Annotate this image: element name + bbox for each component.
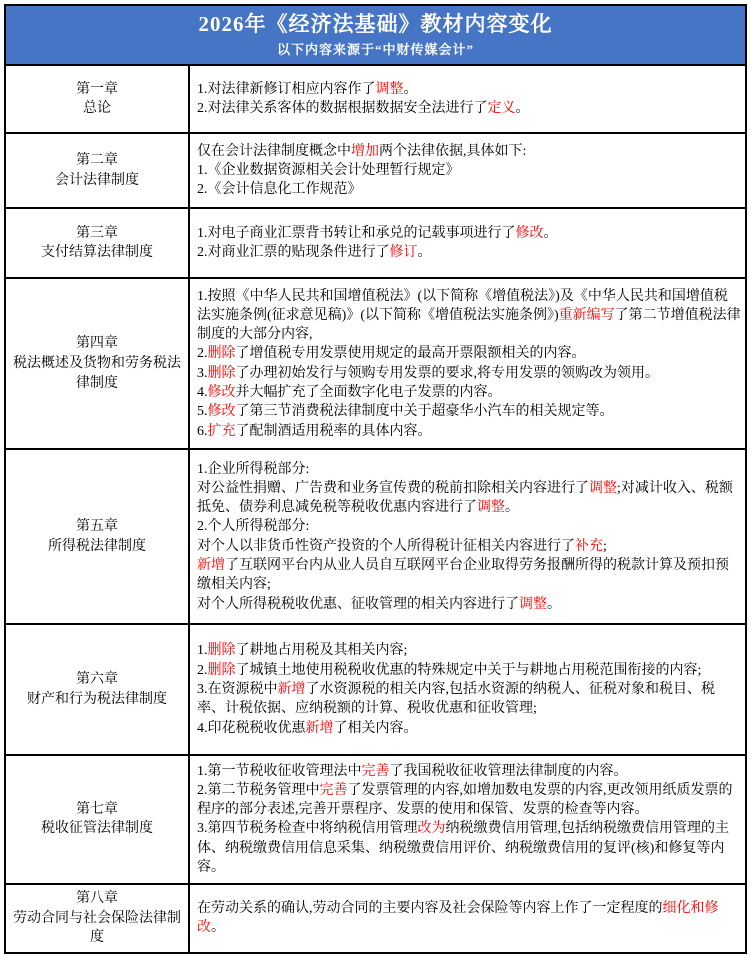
chapter-cell [6, 625, 190, 754]
content-cell [190, 625, 745, 754]
highlight-text: 新增 [277, 682, 306, 698]
plain-text: 2.第二节税务管理中 [197, 782, 320, 798]
plain-text: 。 [543, 225, 558, 241]
chapter-label: 支付结算法律制度 [41, 245, 153, 261]
plain-text: 2. [197, 662, 208, 678]
chapter-label: 第五章 [76, 519, 118, 535]
plain-text: 对个人所得税税收优惠、征收管理的相关内容进行了 [197, 596, 519, 612]
table-row [6, 207, 745, 277]
plain-text: 2.对法律关系客体的数据根据数据安全法进行了 [197, 101, 488, 117]
plain-text: 1.对法律新修订相应内容作了 [197, 81, 376, 97]
plain-text: 。 [515, 101, 530, 117]
plain-text: 了增值税专用发票使用规定的最高开票限额相关的内容。 [235, 346, 586, 362]
content-cell [190, 279, 745, 448]
content-cell [190, 885, 745, 952]
content-line [197, 224, 741, 243]
content-line [197, 819, 741, 877]
content-line [197, 762, 741, 781]
table-row [6, 883, 745, 952]
content-line [197, 402, 741, 421]
highlight-text: 修订 [389, 245, 418, 261]
content-line [197, 537, 741, 556]
content-line [197, 344, 741, 363]
plain-text: 。 [211, 920, 225, 936]
plain-text: 了水资源税的相关内容,包括水资源的纳税人、征税对象和税目、税率、计税依据、应纳税额的计算、税收优惠和征收管理; [197, 682, 715, 717]
content-line [197, 161, 741, 180]
plain-text: 并大幅扩充了全面数字化电子发票的内容。 [235, 385, 502, 401]
highlight-text: 完善 [319, 782, 348, 798]
content-line [197, 641, 741, 660]
plain-text: 了办理初始发行与领购专用发票的要求,将专用发票的领购改为领用。 [235, 365, 659, 381]
plain-text: 仅在会计法律制度概念中 [197, 143, 351, 159]
chapter-label: 劳动合同与社会保险法律制度 [13, 910, 181, 946]
content-cell [190, 66, 745, 132]
content-line [197, 595, 741, 614]
plain-text: 。 [505, 500, 519, 516]
chapter-label: 财产和行为税法律制度 [27, 691, 167, 707]
chapter-cell [6, 885, 190, 952]
content-line [197, 243, 741, 262]
plain-text: 了发票管理的内容,如增加数电发票的内容,更改领用纸质发票的程序的部分表述,完善开票程序、发票的使用和保管、发票的检查等内容。 [197, 782, 733, 818]
highlight-text: 删除 [207, 643, 236, 659]
content-cell [190, 134, 745, 207]
table-row [6, 277, 745, 448]
highlight-text: 细化和修改 [197, 901, 719, 936]
content-line [197, 517, 741, 536]
table-row [6, 448, 745, 623]
highlight-text: 删除 [207, 346, 236, 362]
content-cell [190, 209, 745, 277]
highlight-text: 调整 [477, 500, 505, 516]
table-row [6, 623, 745, 754]
content-cell [190, 450, 745, 623]
content-line [197, 460, 741, 479]
chapter-label: 第三章 [76, 225, 118, 241]
table-row [6, 132, 745, 207]
plain-text: 。 [547, 596, 561, 612]
plain-text: 。 [403, 81, 418, 97]
plain-text: 2.《会计信息化工作规范》 [197, 182, 362, 198]
highlight-text: 调整 [375, 81, 404, 97]
highlight-text: 删除 [207, 365, 236, 381]
highlight-text: 调整 [519, 596, 547, 612]
plain-text: ; [603, 538, 607, 554]
content-line [197, 556, 741, 595]
chapter-label: 第二章 [76, 153, 118, 169]
content-cell [190, 756, 745, 882]
plain-text: 1.第一节税收征收管理法中 [197, 763, 362, 779]
plain-text: 了互联网平台内从业人员自互联网平台企业取得劳务报酬所得的税款计算及预扣预缴相关内容; [197, 558, 729, 593]
highlight-text: 定义 [487, 101, 516, 117]
plain-text: 了相关内容。 [333, 720, 418, 736]
content-line [197, 479, 741, 518]
highlight-text: 修改 [515, 225, 544, 241]
chapter-cell [6, 209, 190, 277]
content-line [197, 99, 741, 118]
page-subtitle: 以下内容来源于“中财传媒会计” [276, 42, 474, 58]
plain-text: 了耕地占用税及其相关内容; [235, 643, 408, 659]
highlight-text: 修改 [207, 404, 236, 420]
chapter-cell [6, 756, 190, 882]
chapter-label: 第四章 [76, 336, 118, 352]
chapter-cell [6, 279, 190, 448]
plain-text: 在劳动关系的确认,劳动合同的主要内容及社会保险等内容上作了一定程度的 [197, 901, 663, 917]
plain-text: 了我国税收征收管理法律制度的内容。 [389, 763, 628, 779]
plain-text: 1.对电子商业汇票背书转让和承兑的记载事项进行了 [197, 225, 516, 241]
highlight-text: 新增 [305, 720, 334, 736]
plain-text: 1.企业所得税部分: [197, 461, 310, 477]
highlight-text: 改为 [417, 821, 446, 837]
highlight-text: 新增 [197, 558, 225, 574]
plain-text: 两个法律依据,具体如下: [379, 143, 527, 159]
content-line [197, 287, 741, 345]
plain-text: 2.个人所得税部分: [197, 519, 310, 535]
chapter-label: 第八章 [76, 890, 118, 906]
table-row [6, 64, 745, 132]
plain-text: 3.在资源税中 [197, 682, 278, 698]
table-row [6, 754, 745, 882]
plain-text: 1. [197, 643, 208, 659]
plain-text: 1.《企业数据资源相关会计处理暂行规定》 [197, 163, 460, 179]
highlight-text: 补充 [575, 538, 603, 554]
plain-text: 了配制酒适用税率的具体内容。 [235, 423, 432, 439]
content-line [197, 899, 741, 938]
plain-text: 对个人以非货币性资产投资的个人所得税计征相关内容进行了 [197, 538, 575, 554]
plain-text: 4. [197, 385, 208, 401]
content-line [197, 422, 741, 441]
plain-text: 了第二节增值税法律制度的大部分内容, [197, 307, 741, 343]
content-line [197, 661, 741, 680]
plain-text: ;对减计收入、税额抵免、债券利息减免税等税收优惠内容进行了 [197, 480, 733, 516]
plain-text: 6. [197, 423, 208, 439]
chapter-label: 会计法律制度 [55, 172, 139, 188]
chapter-label: 税法概述及货物和劳务税法律制度 [13, 355, 181, 391]
content-line [197, 781, 741, 820]
highlight-text: 修改 [207, 385, 236, 401]
plain-text: 3. [197, 365, 208, 381]
chapter-cell [6, 134, 190, 207]
page-title: 2026年《经济法基础》教材内容变化 [198, 12, 553, 36]
highlight-text: 增加 [351, 143, 379, 159]
chapter-label: 第一章 [76, 81, 118, 97]
plain-text: 5. [197, 404, 208, 420]
content-line [197, 180, 741, 199]
highlight-text: 扩充 [207, 423, 236, 439]
highlight-text: 调整 [589, 480, 617, 496]
content-line [197, 383, 741, 402]
plain-text: 1.按照《中华人民共和国增值税法》(以下简称《增值税法》)及《中华人民共和国增值税法实施条例(征求意见稿)》(以下简称《增值税法实施条例》) [197, 288, 728, 323]
table-rows [6, 64, 745, 952]
plain-text: 了城镇土地使用税税收优惠的特殊规定中关于与耕地占用税范围衔接的内容; [235, 662, 702, 678]
highlight-text: 删除 [207, 662, 236, 678]
plain-text: 2.对商业汇票的贴现条件进行了 [197, 245, 390, 261]
chapter-label: 所得税法律制度 [48, 538, 146, 554]
plain-text: 3.第四节税务检查中将纳税信用管理 [197, 821, 418, 837]
highlight-text: 重新编写 [558, 307, 615, 323]
chapter-label: 第七章 [76, 801, 118, 817]
content-line [197, 364, 741, 383]
table-header [6, 6, 745, 64]
chapter-label: 税收征管法律制度 [41, 821, 153, 837]
chapter-cell [6, 450, 190, 623]
plain-text: 4.印花税税收优惠 [197, 720, 306, 736]
chapter-label: 第六章 [76, 672, 118, 688]
plain-text: 了第三节消费税法律制度中关于超豪华小汽车的相关规定等。 [235, 404, 614, 420]
content-line [197, 680, 741, 719]
content-line [197, 80, 741, 99]
table-frame [4, 4, 747, 954]
chapter-label: 总论 [83, 101, 111, 117]
highlight-text: 完善 [361, 763, 390, 779]
plain-text: 对公益性捐赠、广告费和业务宣传费的税前扣除相关内容进行了 [197, 480, 589, 496]
content-line [197, 142, 741, 161]
plain-text: 2. [197, 346, 208, 362]
content-line [197, 719, 741, 738]
plain-text: 纳税缴费信用管理,包括纳税缴费信用管理的主体、纳税缴费信用信息采集、纳税缴费信用评价、纳税缴费信用的复评(核)和修复等内容。 [197, 821, 729, 876]
plain-text: 。 [417, 245, 432, 261]
chapter-cell [6, 66, 190, 132]
